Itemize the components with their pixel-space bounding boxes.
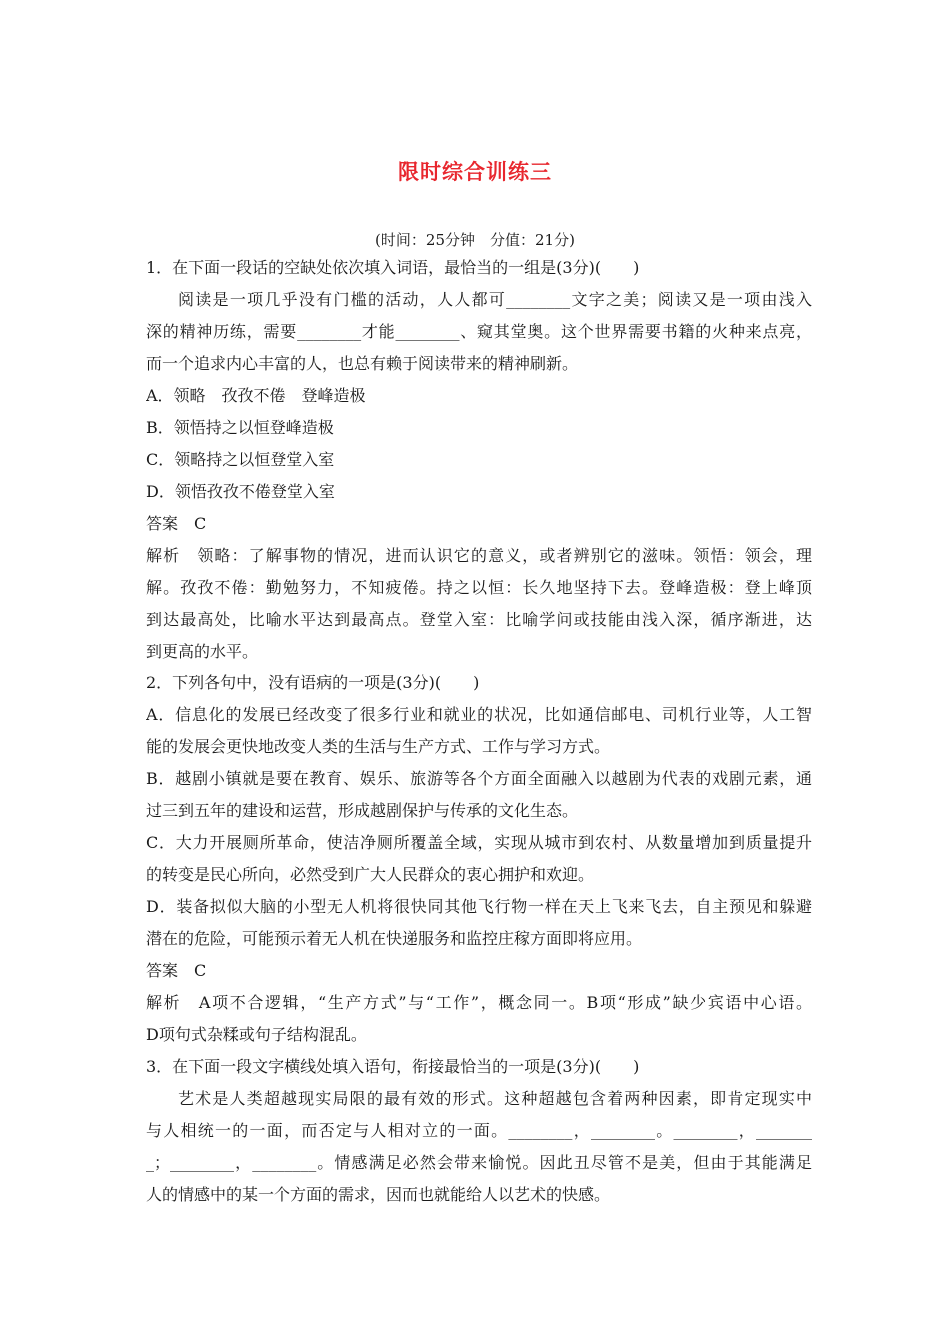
question-1-option-b: B．领悟持之以恒登峰造极	[146, 418, 334, 437]
question-3-stem: 3．在下面一段文字横线处填入语句，衔接最恰当的一项是(3分)( )	[146, 1057, 640, 1076]
question-2-option-c-cont: 的转变是民心所向，必然受到广大人民群众的衷心拥护和欢迎。	[146, 865, 595, 884]
question-2-option-d: D．装备拟似大脑的小型无人机将很快同其他飞行物一样在天上飞来飞去，自主预见和躲避	[146, 897, 812, 916]
question-2-option-a: A．信息化的发展已经改变了很多行业和就业的状况，比如通信邮电、司机行业等，人工智	[146, 705, 812, 724]
question-1-option-d: D．领悟孜孜不倦登堂入室	[146, 482, 335, 501]
question-2-answer: 答案 C	[146, 961, 207, 980]
question-2-option-c: C．大力开展厕所革命，使洁净厕所覆盖全域，实现从城市到农村、从数量增加到质量提升	[146, 833, 812, 852]
question-1-stem: 1．在下面一段话的空缺处依次填入词语，最恰当的一组是(3分)( )	[146, 258, 640, 277]
question-1-analysis-line: 解。孜孜不倦：勤勉努力，不知疲倦。持之以恒：长久地坚持下去。登峰造极：登上峰顶	[146, 578, 812, 597]
question-1-analysis-line: 到更高的水平。	[146, 642, 259, 661]
question-1-analysis-line: 解析 领略：了解事物的情况，进而认识它的意义，或者辨别它的滋味。领悟：领会，理	[146, 546, 812, 565]
question-2-option-b-cont: 过三到五年的建设和运营，形成越剧保护与传承的文化生态。	[146, 801, 579, 820]
question-2-option-a-cont: 能的发展会更快地改变人类的生活与生产方式、工作与学习方式。	[146, 737, 611, 756]
question-1-option-a: A．领略 孜孜不倦 登峰造极	[146, 386, 366, 405]
question-1-passage-line: 阅读是一项几乎没有门槛的活动，人人都可________文字之美；阅读又是一项由浅入	[178, 290, 812, 309]
question-3-passage-line: 艺术是人类超越现实局限的最有效的形式。这种超越包含着两种因素，即肯定现实中	[178, 1089, 812, 1108]
question-2-stem: 2．下列各句中，没有语病的一项是(3分)( )	[146, 673, 480, 692]
question-1-option-c: C．领略持之以恒登堂入室	[146, 450, 335, 469]
question-1-passage-line: 深的精神历练，需要________才能________、窥其堂奥。这个世界需要书籍的火种来点亮，	[146, 322, 812, 341]
question-1-analysis-line: 到达最高处，比喻水平达到最高点。登堂入室：比喻学问或技能由浅入深，循序渐进，达	[146, 610, 812, 629]
question-2-analysis-line: D项句式杂糅或句子结构混乱。	[146, 1025, 367, 1044]
question-3-passage-line: 与人相统一的一面，而否定与人相对立的一面。________，________。________，_______	[146, 1121, 812, 1140]
page-title: 限时综合训练三	[398, 160, 552, 184]
question-1-passage-line: 而一个追求内心丰富的人，也总有赖于阅读带来的精神刷新。	[146, 354, 579, 373]
question-3-passage-line: _；________，________。情感满足必然会带来愉悦。因此丑尽管不是美，但由于其能满足	[146, 1153, 812, 1172]
question-2-option-d-cont: 潜在的危险，可能预示着无人机在快递服务和监控庄稼方面即将应用。	[146, 929, 643, 948]
question-3-passage-line: 人的情感中的某一个方面的需求，因而也就能给人以艺术的快感。	[146, 1185, 611, 1204]
question-1-answer: 答案 C	[146, 514, 207, 533]
question-2-analysis-line: 解析 A项不合逻辑，“生产方式”与“工作”，概念同一。B项“形成”缺少宾语中心语。	[146, 993, 812, 1012]
time-score-info: (时间：25分钟 分值：21分)	[375, 231, 575, 249]
question-2-option-b: B．越剧小镇就是要在教育、娱乐、旅游等各个方面全面融入以越剧为代表的戏剧元素，通	[146, 769, 812, 788]
